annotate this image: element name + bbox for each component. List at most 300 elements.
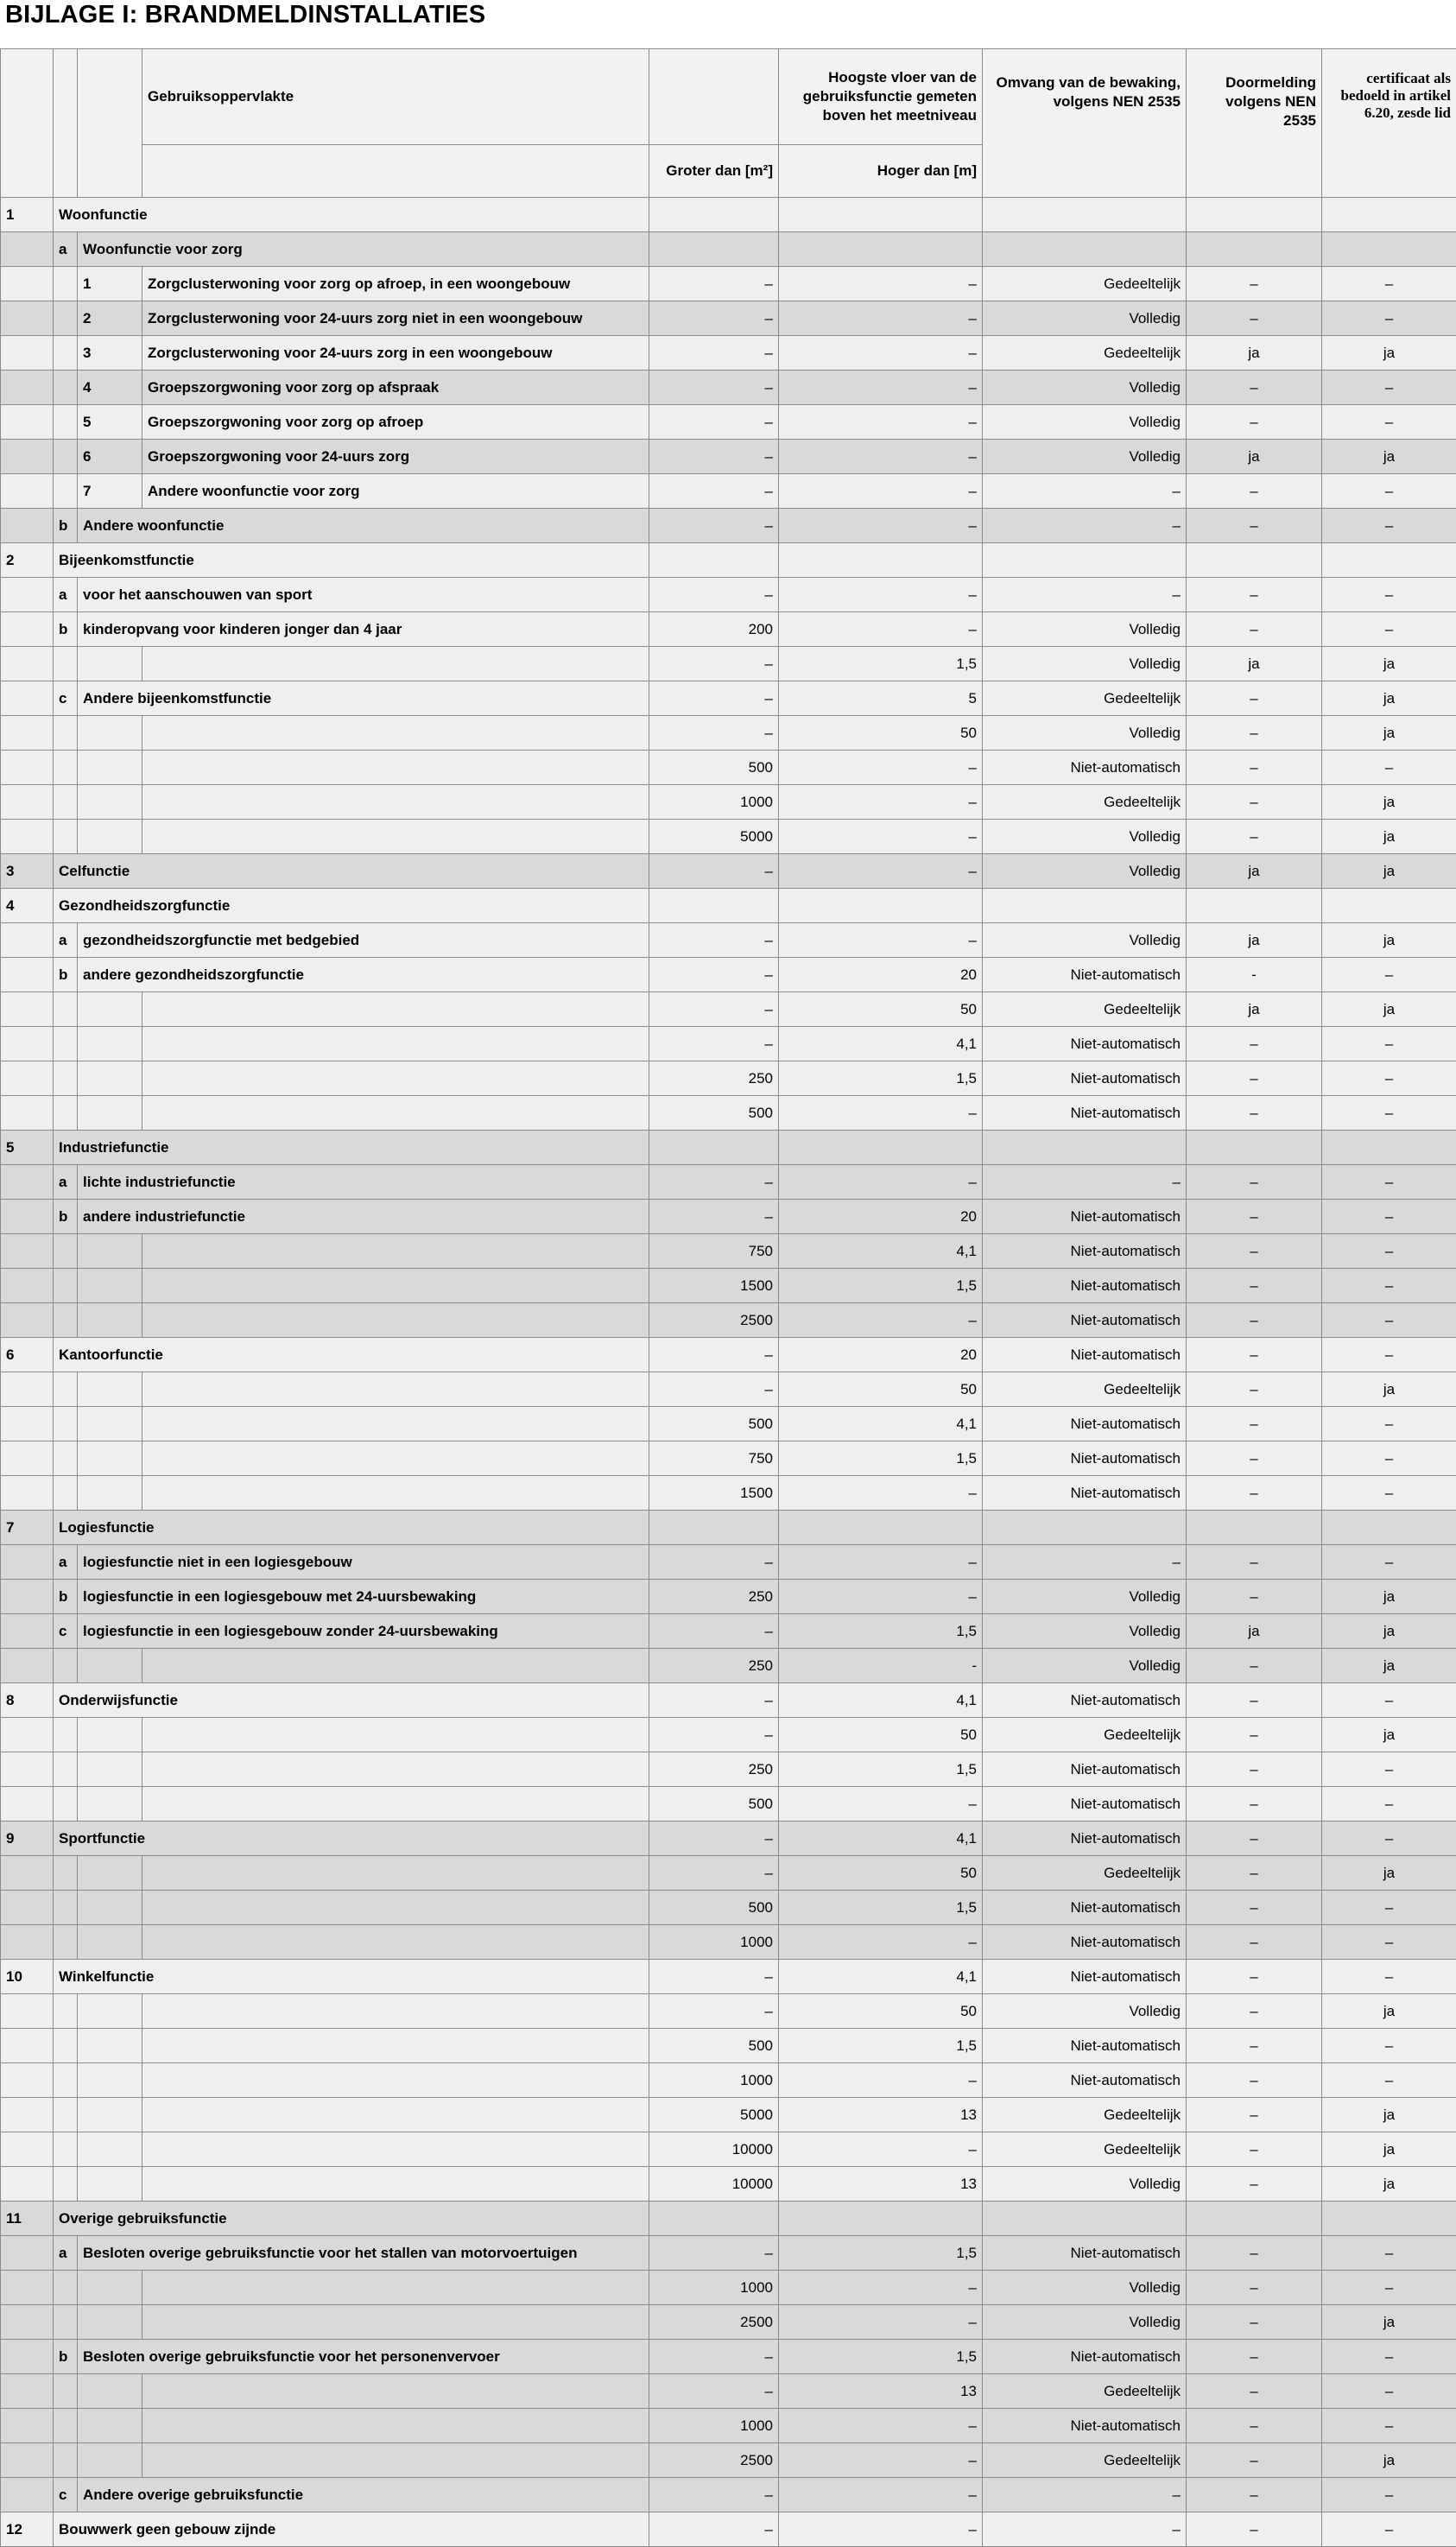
omvang-cell: Niet-automatisch (983, 1027, 1187, 1061)
omvang-cell: Niet-automatisch (983, 2409, 1187, 2443)
level-1-number (1, 1787, 54, 1822)
doormelding-cell (1187, 1131, 1322, 1165)
doormelding-cell: ja (1187, 440, 1322, 474)
level-1-number (1, 2167, 54, 2202)
function-label: Overige gebruiksfunctie (54, 2202, 649, 2236)
level-3-number (78, 1061, 142, 1096)
level-3-number (78, 2063, 142, 2098)
table-row (1, 2305, 1456, 2340)
level-1-number: 2 (1, 543, 54, 578)
doormelding-cell: – (1187, 2305, 1322, 2340)
level-3-number (78, 2271, 142, 2305)
level-1-number (1, 1994, 54, 2029)
level-3-number: 6 (78, 440, 142, 474)
certificaat-cell: – (1322, 371, 1456, 405)
groter-dan-cell: – (649, 2512, 779, 2547)
level-1-number (1, 1303, 54, 1338)
omvang-cell: Volledig (983, 1614, 1187, 1649)
level-3-number (78, 1925, 142, 1960)
hoger-dan-cell: 1,5 (779, 1441, 983, 1476)
level-2-letter (54, 474, 78, 509)
groter-dan-cell: 500 (649, 2029, 779, 2063)
function-label (142, 2132, 649, 2167)
table-row (1, 301, 1456, 336)
level-1-number (1, 1545, 54, 1580)
level-3-number (78, 716, 142, 751)
hoger-dan-cell: – (779, 474, 983, 509)
certificaat-cell: – (1322, 2374, 1456, 2409)
function-label (142, 1027, 649, 1061)
certificaat-cell: ja (1322, 2167, 1456, 2202)
function-label (142, 1269, 649, 1303)
function-label: voor het aanschouwen van sport (78, 578, 649, 612)
function-label: logiesfunctie in een logiesgebouw zonder 24-uursbewaking (78, 1614, 649, 1649)
level-2-letter (54, 820, 78, 854)
table-row (1, 751, 1456, 785)
certificaat-cell: ja (1322, 854, 1456, 889)
table-row (1, 992, 1456, 1027)
function-label: Groepszorgwoning voor zorg op afspraak (142, 371, 649, 405)
level-3-number (78, 1752, 142, 1787)
certificaat-cell: – (1322, 1165, 1456, 1200)
groter-dan-cell: – (649, 440, 779, 474)
certificaat-cell: – (1322, 1061, 1456, 1096)
certificaat-cell: – (1322, 267, 1456, 301)
level-3-number: 4 (78, 371, 142, 405)
table-row (1, 543, 1456, 578)
level-1-number (1, 2271, 54, 2305)
level-1-number (1, 1027, 54, 1061)
function-label: andere gezondheidszorgfunctie (78, 958, 649, 992)
certificaat-cell: – (1322, 1269, 1456, 1303)
certificaat-cell: – (1322, 1683, 1456, 1718)
doormelding-cell: – (1187, 785, 1322, 820)
groter-dan-cell: 500 (649, 1096, 779, 1131)
function-label (142, 2271, 649, 2305)
omvang-cell: – (983, 1165, 1187, 1200)
groter-dan-cell: – (649, 301, 779, 336)
level-1-number (1, 785, 54, 820)
omvang-cell: Niet-automatisch (983, 1061, 1187, 1096)
omvang-cell: Niet-automatisch (983, 1925, 1187, 1960)
function-label (142, 1303, 649, 1338)
groter-dan-cell: 1500 (649, 1476, 779, 1511)
level-2-letter (54, 1407, 78, 1441)
hoger-dan-cell: 13 (779, 2374, 983, 2409)
hoger-dan-cell: – (779, 1787, 983, 1822)
certificaat-cell: ja (1322, 681, 1456, 716)
hoger-dan-cell: – (779, 1165, 983, 1200)
table-row (1, 1338, 1456, 1372)
table-row (1, 1649, 1456, 1683)
level-1-number (1, 1580, 54, 1614)
table-row (1, 440, 1456, 474)
hoger-dan-cell: 1,5 (779, 1614, 983, 1649)
table-row (1, 1407, 1456, 1441)
table-row (1, 1165, 1456, 1200)
level-2-letter: b (54, 509, 78, 543)
level-1-number (1, 820, 54, 854)
table-row (1, 785, 1456, 820)
level-1-number (1, 1096, 54, 1131)
level-2-letter: a (54, 232, 78, 267)
function-label: Industriefunctie (54, 1131, 649, 1165)
header-doormelding: Doormelding volgens NEN 2535 (1187, 49, 1322, 198)
table-row (1, 2098, 1456, 2132)
level-2-letter: b (54, 612, 78, 647)
groter-dan-cell: – (649, 1614, 779, 1649)
table-row (1, 1027, 1456, 1061)
table-row (1, 474, 1456, 509)
function-label (142, 1476, 649, 1511)
function-label (142, 751, 649, 785)
groter-dan-cell: – (649, 1338, 779, 1372)
function-label (142, 2305, 649, 2340)
omvang-cell: – (983, 2478, 1187, 2512)
omvang-cell (983, 543, 1187, 578)
hoger-dan-cell: – (779, 785, 983, 820)
groter-dan-cell: 2500 (649, 1303, 779, 1338)
doormelding-cell: – (1187, 1200, 1322, 1234)
groter-dan-cell: – (649, 2236, 779, 2271)
level-1-number (1, 1441, 54, 1476)
level-1-number (1, 1200, 54, 1234)
level-1-number: 8 (1, 1683, 54, 1718)
level-1-number: 5 (1, 1131, 54, 1165)
certificaat-cell: ja (1322, 1994, 1456, 2029)
groter-dan-cell: – (649, 716, 779, 751)
omvang-cell: – (983, 509, 1187, 543)
level-2-letter (54, 647, 78, 681)
certificaat-cell: ja (1322, 992, 1456, 1027)
groter-dan-cell: – (649, 1718, 779, 1752)
omvang-cell: Volledig (983, 405, 1187, 440)
hoger-dan-cell: – (779, 1096, 983, 1131)
level-2-letter (54, 1372, 78, 1407)
function-label: Gezondheidszorgfunctie (54, 889, 649, 923)
hoger-dan-cell: – (779, 2305, 983, 2340)
table-row (1, 612, 1456, 647)
level-3-number (78, 1372, 142, 1407)
certificaat-cell: ja (1322, 1614, 1456, 1649)
groter-dan-cell: 200 (649, 612, 779, 647)
level-1-number (1, 2305, 54, 2340)
level-1-number (1, 336, 54, 371)
function-label: Woonfunctie (54, 198, 649, 232)
table-row (1, 2374, 1456, 2409)
level-2-letter (54, 2132, 78, 2167)
level-3-number (78, 2132, 142, 2167)
function-label: Sportfunctie (54, 1822, 649, 1856)
hoger-dan-cell: – (779, 2443, 983, 2478)
doormelding-cell: – (1187, 1372, 1322, 1407)
omvang-cell: Niet-automatisch (983, 1683, 1187, 1718)
groter-dan-cell: – (649, 1960, 779, 1994)
groter-dan-cell: – (649, 923, 779, 958)
doormelding-cell: – (1187, 2443, 1322, 2478)
level-3-number (78, 1994, 142, 2029)
level-2-letter (54, 371, 78, 405)
level-3-number (78, 1718, 142, 1752)
omvang-cell: Niet-automatisch (983, 1234, 1187, 1269)
certificaat-cell: – (1322, 1476, 1456, 1511)
function-label: logiesfunctie in een logiesgebouw met 24-uursbewaking (78, 1580, 649, 1614)
hoger-dan-cell: – (779, 2271, 983, 2305)
doormelding-cell: – (1187, 1027, 1322, 1061)
table-row (1, 1372, 1456, 1407)
level-1-number (1, 1856, 54, 1891)
table-row (1, 2236, 1456, 2271)
level-1-number: 6 (1, 1338, 54, 1372)
groter-dan-cell (649, 543, 779, 578)
level-2-letter (54, 336, 78, 371)
omvang-cell: Niet-automatisch (983, 2063, 1187, 2098)
omvang-cell: – (983, 474, 1187, 509)
table-row (1, 1614, 1456, 1649)
level-2-letter (54, 1891, 78, 1925)
omvang-cell: – (983, 2512, 1187, 2547)
doormelding-cell: ja (1187, 992, 1322, 1027)
omvang-cell: Gedeeltelijk (983, 2132, 1187, 2167)
groter-dan-cell: – (649, 854, 779, 889)
hoger-dan-cell: – (779, 578, 983, 612)
omvang-cell: Niet-automatisch (983, 1787, 1187, 1822)
function-label (142, 2063, 649, 2098)
level-1-number: 9 (1, 1822, 54, 1856)
hoger-dan-cell: – (779, 1925, 983, 1960)
table-row (1, 1441, 1456, 1476)
level-3-number (78, 2443, 142, 2478)
certificaat-cell: ja (1322, 1856, 1456, 1891)
level-2-letter (54, 1234, 78, 1269)
doormelding-cell: – (1187, 1649, 1322, 1683)
omvang-cell: Gedeeltelijk (983, 1856, 1187, 1891)
certificaat-cell: – (1322, 1338, 1456, 1372)
hoger-dan-cell (779, 1511, 983, 1545)
omvang-cell: Volledig (983, 371, 1187, 405)
hoger-dan-cell: – (779, 267, 983, 301)
table-row (1, 1234, 1456, 1269)
doormelding-cell: – (1187, 1683, 1322, 1718)
doormelding-cell: – (1187, 2478, 1322, 2512)
omvang-cell: – (983, 578, 1187, 612)
table-row (1, 1580, 1456, 1614)
table-row (1, 2340, 1456, 2374)
certificaat-cell: ja (1322, 2132, 1456, 2167)
groter-dan-cell (649, 1511, 779, 1545)
function-label: Andere bijeenkomstfunctie (78, 681, 649, 716)
level-2-letter: b (54, 1200, 78, 1234)
certificaat-cell: – (1322, 2236, 1456, 2271)
level-2-letter (54, 2374, 78, 2409)
omvang-cell: Niet-automatisch (983, 751, 1187, 785)
function-label (142, 2167, 649, 2202)
table-row (1, 1683, 1456, 1718)
hoger-dan-cell: – (779, 854, 983, 889)
omvang-cell: Gedeeltelijk (983, 2098, 1187, 2132)
hoger-dan-cell: 20 (779, 1200, 983, 1234)
certificaat-cell (1322, 543, 1456, 578)
certificaat-cell: ja (1322, 1718, 1456, 1752)
table-row (1, 1994, 1456, 2029)
doormelding-cell (1187, 543, 1322, 578)
groter-dan-cell: 500 (649, 1407, 779, 1441)
hoger-dan-cell: – (779, 509, 983, 543)
function-label: Bouwwerk geen gebouw zijnde (54, 2512, 649, 2547)
table-row (1, 923, 1456, 958)
level-1-number (1, 371, 54, 405)
hoger-dan-cell: – (779, 923, 983, 958)
certificaat-cell: – (1322, 1752, 1456, 1787)
certificaat-cell: ja (1322, 1372, 1456, 1407)
doormelding-cell: – (1187, 1441, 1322, 1476)
groter-dan-cell: – (649, 1683, 779, 1718)
certificaat-cell (1322, 2202, 1456, 2236)
level-1-number (1, 992, 54, 1027)
groter-dan-cell: – (649, 1200, 779, 1234)
doormelding-cell: – (1187, 2340, 1322, 2374)
omvang-cell: Volledig (983, 1580, 1187, 1614)
omvang-cell: Niet-automatisch (983, 1960, 1187, 1994)
groter-dan-cell: – (649, 509, 779, 543)
table-row (1, 1925, 1456, 1960)
level-2-letter (54, 2167, 78, 2202)
hoger-dan-cell: – (779, 1545, 983, 1580)
function-label (142, 1441, 649, 1476)
level-1-number (1, 1649, 54, 1683)
hoger-dan-cell (779, 1131, 983, 1165)
level-2-letter: b (54, 1580, 78, 1614)
groter-dan-cell: – (649, 681, 779, 716)
table-row (1, 509, 1456, 543)
omvang-cell: Niet-automatisch (983, 1303, 1187, 1338)
hoger-dan-cell: – (779, 405, 983, 440)
function-label: Andere overige gebruiksfunctie (78, 2478, 649, 2512)
groter-dan-cell: 500 (649, 751, 779, 785)
groter-dan-cell: – (649, 336, 779, 371)
function-label: Zorgclusterwoning voor zorg op afroep, in een woongebouw (142, 267, 649, 301)
hoger-dan-cell: – (779, 1580, 983, 1614)
omvang-cell: Niet-automatisch (983, 2029, 1187, 2063)
table-row (1, 578, 1456, 612)
level-3-number (78, 1303, 142, 1338)
function-label (142, 1994, 649, 2029)
table-row (1, 2167, 1456, 2202)
certificaat-cell: ja (1322, 785, 1456, 820)
groter-dan-cell (649, 889, 779, 923)
hoger-dan-cell: – (779, 440, 983, 474)
level-1-number (1, 2029, 54, 2063)
hoger-dan-cell: 50 (779, 1856, 983, 1891)
table-row (1, 371, 1456, 405)
doormelding-cell: – (1187, 1269, 1322, 1303)
hoger-dan-cell: 50 (779, 1372, 983, 1407)
hoger-dan-cell: 4,1 (779, 1683, 983, 1718)
certificaat-cell: – (1322, 1234, 1456, 1269)
doormelding-cell: – (1187, 1994, 1322, 2029)
certificaat-cell: – (1322, 1960, 1456, 1994)
doormelding-cell: – (1187, 1096, 1322, 1131)
hoger-dan-cell: – (779, 2132, 983, 2167)
certificaat-cell: ja (1322, 1649, 1456, 1683)
level-3-number (78, 992, 142, 1027)
groter-dan-cell: 5000 (649, 820, 779, 854)
function-label (142, 1925, 649, 1960)
function-label (142, 1372, 649, 1407)
omvang-cell (983, 889, 1187, 923)
table-row (1, 405, 1456, 440)
level-1-number (1, 1372, 54, 1407)
level-2-letter: a (54, 578, 78, 612)
level-3-number (78, 1787, 142, 1822)
omvang-cell: Niet-automatisch (983, 958, 1187, 992)
omvang-cell (983, 1511, 1187, 1545)
groter-dan-cell: – (649, 371, 779, 405)
doormelding-cell: – (1187, 2167, 1322, 2202)
level-3-number (78, 1269, 142, 1303)
function-label (142, 2029, 649, 2063)
omvang-cell: Niet-automatisch (983, 1476, 1187, 1511)
table-row (1, 2063, 1456, 2098)
groter-dan-cell: 250 (649, 1649, 779, 1683)
level-2-letter (54, 2305, 78, 2340)
function-label (142, 2374, 649, 2409)
level-2-letter (54, 1856, 78, 1891)
certificaat-cell: – (1322, 405, 1456, 440)
doormelding-cell (1187, 1511, 1322, 1545)
certificaat-cell (1322, 889, 1456, 923)
level-2-letter (54, 1303, 78, 1338)
level-2-letter (54, 785, 78, 820)
function-label (142, 992, 649, 1027)
table-row (1, 1856, 1456, 1891)
level-1-number (1, 1891, 54, 1925)
hoger-dan-cell: – (779, 371, 983, 405)
hoger-dan-cell: – (779, 336, 983, 371)
function-label (142, 1752, 649, 1787)
doormelding-cell: – (1187, 1338, 1322, 1372)
table-row (1, 681, 1456, 716)
hoger-dan-cell: – (779, 301, 983, 336)
level-3-number: 2 (78, 301, 142, 336)
function-label: Winkelfunctie (54, 1960, 649, 1994)
omvang-cell (983, 2202, 1187, 2236)
hoger-dan-cell: 1,5 (779, 2029, 983, 2063)
header-blank-cell (54, 49, 78, 198)
omvang-cell: Niet-automatisch (983, 1407, 1187, 1441)
doormelding-cell: – (1187, 612, 1322, 647)
table-row (1, 1269, 1456, 1303)
function-label: Groepszorgwoning voor 24-uurs zorg (142, 440, 649, 474)
level-1-number (1, 1476, 54, 1511)
certificaat-cell: – (1322, 958, 1456, 992)
groter-dan-cell: 750 (649, 1234, 779, 1269)
doormelding-cell: – (1187, 1752, 1322, 1787)
groter-dan-cell: 750 (649, 1441, 779, 1476)
level-1-number (1, 2236, 54, 2271)
header-hoogste-vloer: Hoogste vloer van de gebruiksfunctie gemeten boven het meetniveau (779, 49, 983, 145)
level-3-number (78, 1027, 142, 1061)
level-2-letter (54, 2063, 78, 2098)
level-2-letter (54, 716, 78, 751)
doormelding-cell: – (1187, 2132, 1322, 2167)
level-2-letter (54, 1787, 78, 1822)
omvang-cell: Gedeeltelijk (983, 336, 1187, 371)
level-3-number (78, 2098, 142, 2132)
omvang-cell: Gedeeltelijk (983, 785, 1187, 820)
doormelding-cell: – (1187, 1891, 1322, 1925)
doormelding-cell: – (1187, 1234, 1322, 1269)
